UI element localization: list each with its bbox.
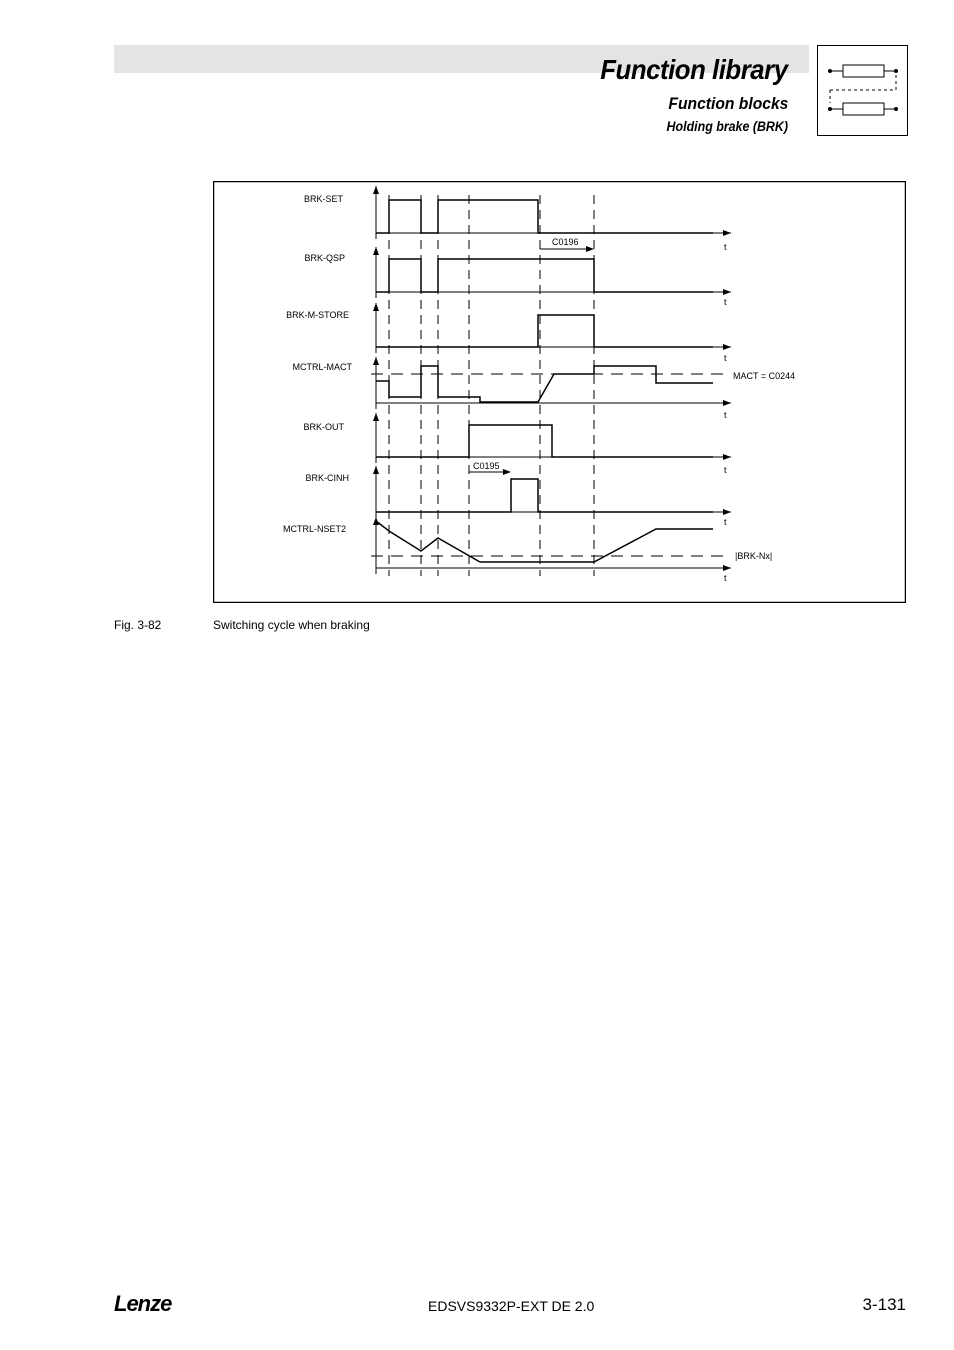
t-label: t xyxy=(724,242,727,252)
c0196-label: C0196 xyxy=(552,237,579,247)
signal-label-brk-set: BRK-SET xyxy=(303,194,343,204)
mact-reference-label: MACT = C0244 xyxy=(733,371,796,381)
nx-reference-label: |BRK-Nx| xyxy=(735,551,773,561)
t-label: t xyxy=(724,517,727,527)
signal-label-mctrl-nset2: MCTRL-NSET2 xyxy=(282,524,346,534)
c0195-label: C0195 xyxy=(473,461,500,471)
signal-label-mctrl-mact: MCTRL-MACT xyxy=(292,362,352,372)
t-label: t xyxy=(724,353,727,363)
lenze-logo: Lenze xyxy=(114,1291,172,1316)
document-id: EDSVS9332P-EXT DE 2.0 xyxy=(428,1298,595,1314)
page-subtitle: Function blocks xyxy=(668,94,788,113)
signal-label-brk-qsp: BRK-QSP xyxy=(304,253,345,263)
page-number: 3-131 xyxy=(862,1295,906,1314)
figure-number: Fig. 3-82 xyxy=(114,618,162,632)
t-label: t xyxy=(724,410,727,420)
signal-label-brk-cinh: BRK-CINH xyxy=(305,473,349,483)
signal-label-brk-m-store: BRK-M-STORE xyxy=(286,310,349,320)
function-block-icon xyxy=(817,45,908,136)
t-label: t xyxy=(724,465,727,475)
figure-caption: Switching cycle when braking xyxy=(213,618,370,632)
timing-diagram xyxy=(213,181,906,603)
page-title: Function library xyxy=(600,54,788,85)
t-label: t xyxy=(724,573,727,583)
t-label: t xyxy=(724,297,727,307)
section-title: Holding brake (BRK) xyxy=(666,119,788,134)
signal-label-brk-out: BRK-OUT xyxy=(303,422,344,432)
